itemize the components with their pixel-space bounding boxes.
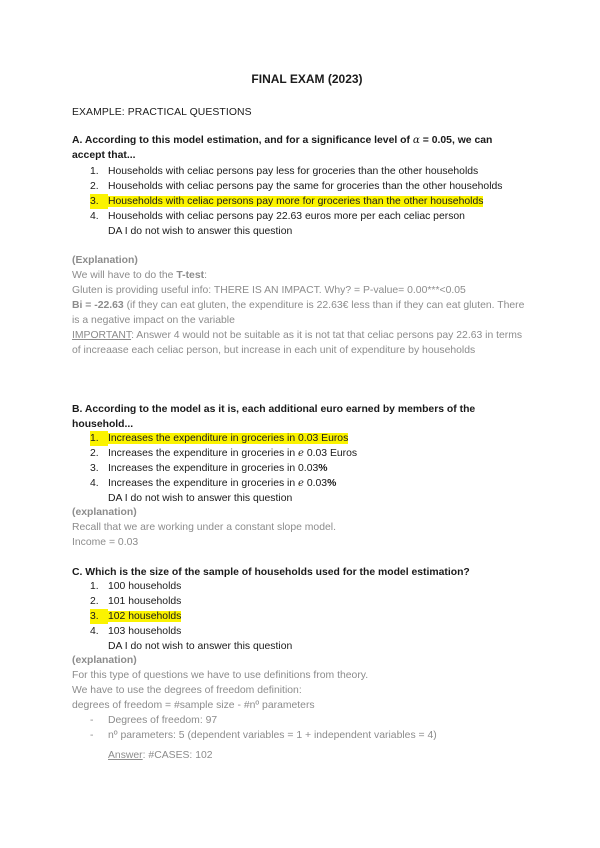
alpha-symbol: α	[412, 134, 420, 146]
option-a4: 4. Households with celiac persons pay 22.63 euros more per each celiac person	[90, 211, 465, 222]
option-b1-highlighted: 1. Increases the expenditure in groceries in 0.03 Euros	[90, 433, 349, 444]
question-c-options	[90, 579, 530, 654]
dash-icon: -	[90, 730, 94, 741]
page-subtitle: EXAMPLE: PRACTICAL QUESTIONS	[72, 107, 252, 118]
explanation-c-line1: For this type of questions we have to use definitions from theory.	[72, 670, 369, 681]
option-a3-highlighted: 3. Households with celiac persons pay more for groceries than the other households	[90, 196, 484, 207]
explanation-a-line3: Bi = -22.63 (if they can eat gluten, the expenditure is 22.63€ less than if they can eat gluten. There is a negative impact on the variable	[72, 300, 525, 326]
explanation-b-line1: Recall that we are working under a constant slope model.	[72, 522, 336, 533]
page-title: FINAL EXAM (2023)	[251, 72, 363, 86]
explanation-a-line2: Gluten is providing useful info: THERE IS AN IMPACT. Why? = P-value= 0.00***<0.05	[72, 285, 466, 296]
option-c-dai: DA I do not wish to answer this question	[108, 641, 293, 652]
option-a-dai: DA I do not wish to answer this question	[108, 226, 293, 237]
explanation-a-line4: IMPORTANT: Answer 4 would not be suitable as it is not tat that celiac persons pay 22.63 in terms of increaase each celiac person, but increase in each unit of expenditure by households	[72, 330, 523, 356]
answer-line: Answer: #CASES: 102	[108, 750, 213, 761]
dash-icon: -	[90, 715, 94, 726]
option-c4: 4. 103 households	[90, 626, 182, 637]
explanation-a-label: (Explanation)	[72, 255, 138, 266]
question-b-text: B. According to the model as it is, each additional euro earned by members of the household...	[72, 404, 476, 430]
explanation-b-line2: Income = 0.03	[72, 537, 139, 548]
option-b2: 2. Increases the expenditure in groceries in e 0.03 Euros	[90, 448, 358, 459]
option-c1: 1. 100 households	[90, 581, 182, 592]
explanation-a-line1: We will have to do the T-test:	[72, 270, 207, 281]
option-a2: 2. Households with celiac persons pay the same for groceries than the other households	[90, 181, 503, 192]
question-b-options	[90, 431, 530, 506]
explanation-b-label: (explanation)	[72, 507, 137, 518]
option-c3-highlighted: 3. 102 households	[90, 611, 182, 622]
explanation-c-line2: We have to use the degrees of freedom definition:	[72, 685, 302, 696]
option-b4: 4. Increases the expenditure in groceries in e 0.03%	[90, 478, 337, 489]
explanation-c-label: (explanation)	[72, 655, 137, 666]
euro-symbol: e	[298, 448, 304, 459]
bullet-parameters: - nº parameters: 5 (dependent variables = 1 + independent variables = 4)	[90, 730, 437, 741]
euro-symbol: e	[298, 478, 304, 489]
bullet-degrees-of-freedom: - Degrees of freedom: 97	[90, 715, 218, 726]
option-a1: 1. Households with celiac persons pay less for groceries than the other households	[90, 166, 479, 177]
question-a-text: A. According to this model estimation, and for a significance level of α = 0.05, we can accept that...	[72, 134, 493, 161]
option-b-dai: DA I do not wish to answer this question	[108, 493, 293, 504]
question-a-options	[90, 164, 530, 239]
option-c2: 2. 101 households	[90, 596, 182, 607]
question-c-text: C. Which is the size of the sample of households used for the model estimation?	[72, 567, 470, 578]
explanation-c-line3: degrees of freedom = #sample size - #nº parameters	[72, 700, 315, 711]
option-b3: 3. Increases the expenditure in groceries in 0.03%	[90, 463, 328, 474]
